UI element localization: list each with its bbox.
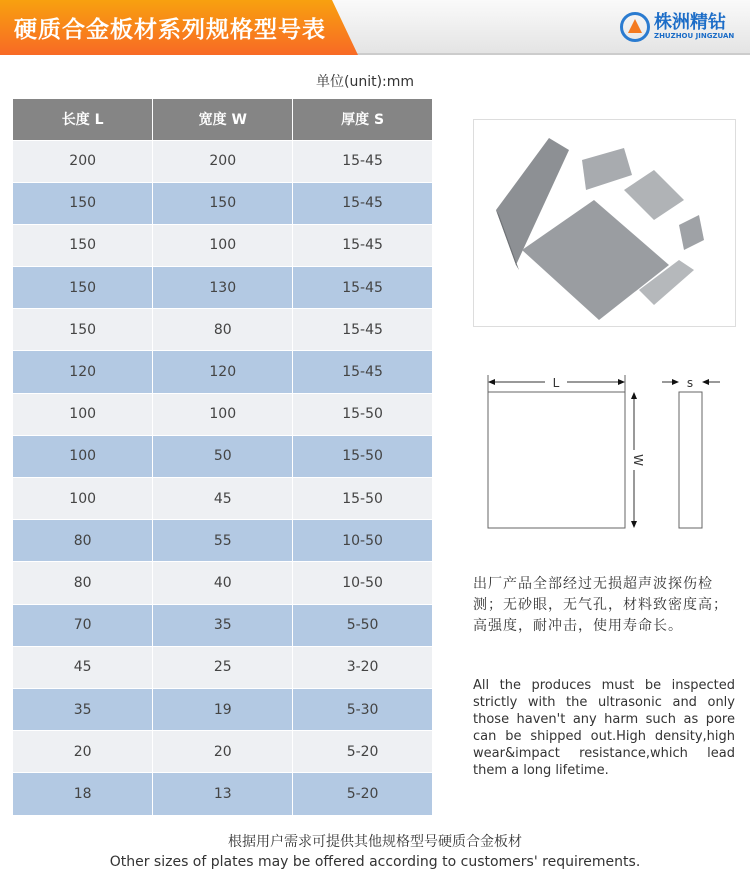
thickness-label: s	[686, 376, 694, 390]
table-row	[13, 182, 433, 224]
description-en: All the produces must be inspected strictly with the ultrasonic and only those haven't any harm such as pore can be shipped out.High density,high wear&impact resistance,which lead them a long lifetime.	[473, 678, 735, 778]
table-cell: 5-50	[293, 604, 433, 646]
table-cell: 15-45	[293, 182, 433, 224]
table-cell: 15-50	[293, 393, 433, 435]
table-cell: 150	[13, 182, 153, 224]
table-cell: 150	[13, 224, 153, 266]
table-row	[13, 731, 433, 773]
table-cell: 20	[153, 731, 293, 773]
header-banner	[0, 0, 750, 55]
table-cell: 70	[13, 604, 153, 646]
table-row	[13, 688, 433, 730]
table-cell: 130	[153, 267, 293, 309]
table-cell: 50	[153, 435, 293, 477]
table-cell: 10-50	[293, 562, 433, 604]
table-cell: 5-20	[293, 773, 433, 815]
footer-note-cn: 根据用户需求可提供其他规格型号硬质合金板材	[228, 834, 522, 850]
table-cell: 25	[153, 646, 293, 688]
table-cell: 100	[13, 435, 153, 477]
table-cell: 3-20	[293, 646, 433, 688]
table-cell: 15-45	[293, 224, 433, 266]
unit-label: 单位(unit):mm	[316, 74, 415, 90]
table-cell: 5-30	[293, 688, 433, 730]
table-row	[13, 562, 433, 604]
table-row	[13, 351, 433, 393]
table-cell: 100	[13, 478, 153, 520]
table-row	[13, 773, 433, 815]
table-cell: 15-45	[293, 351, 433, 393]
table-cell: 120	[13, 351, 153, 393]
table-cell: 200	[153, 140, 293, 182]
description-cn: 出厂产品全部经过无损超声波探伤检测；无砂眼，无气孔，材料致密度高；高强度，耐冲击，使用寿命长。	[473, 576, 728, 634]
length-label: L	[552, 376, 560, 390]
table-cell: 100	[13, 393, 153, 435]
table-row	[13, 393, 433, 435]
table-row	[13, 478, 433, 520]
table-cell: 200	[13, 140, 153, 182]
column-header: 宽度 W	[153, 99, 293, 140]
table-cell: 80	[153, 309, 293, 351]
table-cell: 19	[153, 688, 293, 730]
table-row	[13, 520, 433, 562]
table-cell: 40	[153, 562, 293, 604]
table-row	[13, 435, 433, 477]
table-cell: 15-50	[293, 435, 433, 477]
table-cell: 150	[153, 182, 293, 224]
table-cell: 15-45	[293, 267, 433, 309]
logo-cn: 株洲精钻	[654, 12, 726, 33]
column-header: 厚度 S	[293, 99, 433, 140]
table-cell: 55	[153, 520, 293, 562]
table-cell: 45	[13, 646, 153, 688]
table-cell: 15-45	[293, 309, 433, 351]
table-row	[13, 140, 433, 182]
table-row	[13, 646, 433, 688]
table-cell: 18	[13, 773, 153, 815]
logo-en: ZHUZHOU JINGZUAN	[654, 32, 735, 40]
table-cell: 20	[13, 731, 153, 773]
table-cell: 10-50	[293, 520, 433, 562]
table-row	[13, 224, 433, 266]
table-cell: 80	[13, 520, 153, 562]
table-cell: 13	[153, 773, 293, 815]
company-logo	[620, 12, 734, 42]
table-row	[13, 604, 433, 646]
column-header: 长度 L	[13, 99, 153, 140]
table-cell: 150	[13, 267, 153, 309]
table-row	[13, 267, 433, 309]
product-photo	[473, 119, 736, 327]
table-cell: 35	[13, 688, 153, 730]
table-cell: 45	[153, 478, 293, 520]
table-cell: 15-45	[293, 140, 433, 182]
table-cell: 100	[153, 393, 293, 435]
table-cell: 5-20	[293, 731, 433, 773]
page-title: 硬质合金板材系列规格型号表	[14, 17, 326, 43]
table-cell: 150	[13, 309, 153, 351]
table-cell: 35	[153, 604, 293, 646]
width-label: W	[631, 454, 645, 466]
table-cell: 100	[153, 224, 293, 266]
dimension-diagram	[470, 360, 740, 544]
table-row	[13, 309, 433, 351]
table-cell: 15-50	[293, 478, 433, 520]
table-cell: 80	[13, 562, 153, 604]
table-cell: 120	[153, 351, 293, 393]
spec-table	[13, 99, 433, 815]
logo-icon	[620, 12, 650, 42]
footer-note-en: Other sizes of plates may be offered according to customers' requirements.	[109, 854, 641, 870]
